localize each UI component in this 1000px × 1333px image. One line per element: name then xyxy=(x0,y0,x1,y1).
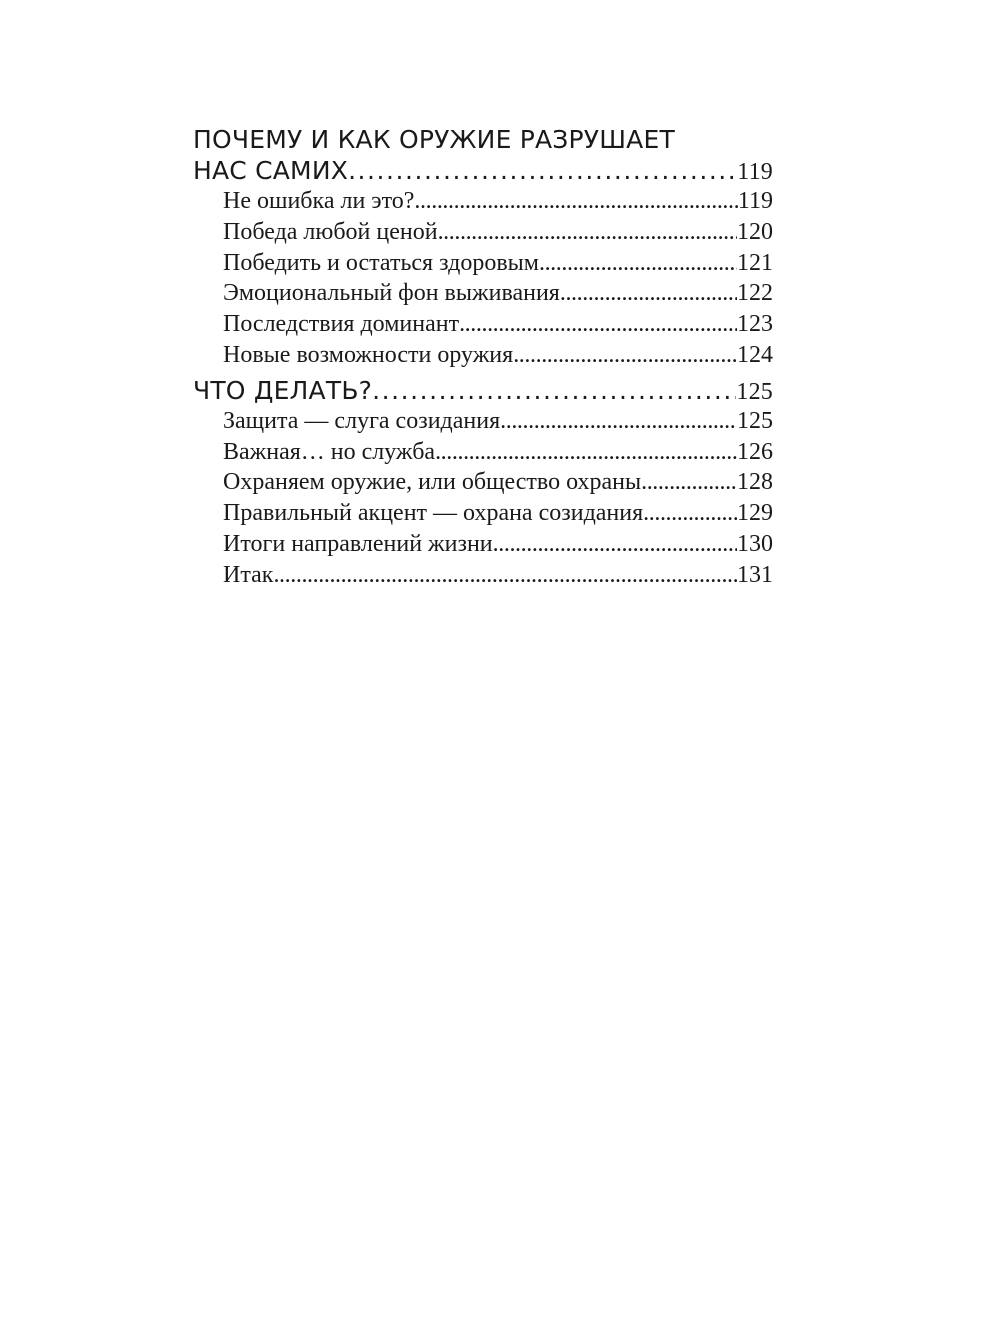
page-number: 119 xyxy=(737,188,773,214)
toc-entry[interactable] xyxy=(193,217,773,248)
chapter-title: ЧТО ДЕЛАТЬ? xyxy=(193,375,373,405)
chapter-title: НАС САМИХ xyxy=(193,156,349,185)
entry-title: Правильный акцент — охрана созидания xyxy=(223,500,644,527)
page-number: 123 xyxy=(737,311,773,338)
page-number: 126 xyxy=(737,438,773,465)
toc-entry[interactable] xyxy=(193,467,773,498)
dot-leader xyxy=(438,217,737,248)
dot-leader xyxy=(273,560,737,591)
page-number: 121 xyxy=(737,249,773,276)
page-number: 128 xyxy=(737,469,773,496)
page-number: 119 xyxy=(737,159,773,185)
entry-title: Защита — слуга созидания xyxy=(223,407,501,434)
entry-title: Охраняем оружие, или общество охраны xyxy=(223,469,642,496)
table-of-contents xyxy=(193,124,773,591)
dot-leader xyxy=(459,309,737,340)
chapter-entry[interactable] xyxy=(193,375,773,406)
page-number: 130 xyxy=(737,530,773,557)
page-number: 120 xyxy=(737,218,773,245)
page-number: 124 xyxy=(737,341,773,368)
dot-leader xyxy=(435,437,737,468)
entry-title: Последствия доминант xyxy=(223,311,460,338)
page-number: 129 xyxy=(737,500,773,527)
toc-chapter-2 xyxy=(193,375,773,406)
page-number: 125 xyxy=(737,407,773,434)
toc-entry[interactable] xyxy=(193,278,773,309)
page-number: 131 xyxy=(737,561,773,588)
dot-leader xyxy=(641,467,737,498)
entry-title: Важная… но служба xyxy=(223,438,436,465)
entry-title: Итак xyxy=(223,561,274,588)
entry-title: Новые возможности оружия xyxy=(223,341,514,368)
toc-entry[interactable] xyxy=(193,248,773,279)
toc-chapter-1 xyxy=(193,124,773,186)
page-number: 122 xyxy=(737,280,773,307)
entry-title: Победить и остаться здоровым xyxy=(223,249,539,276)
toc-entry[interactable] xyxy=(193,406,773,437)
chapter-title-line: ПОЧЕМУ И КАК ОРУЖИЕ РАЗРУШАЕТ xyxy=(193,125,675,154)
dot-leader xyxy=(414,186,737,217)
dot-leader xyxy=(539,248,737,279)
entry-title: Не ошибка ли это? xyxy=(223,188,415,214)
dot-leader xyxy=(513,340,737,371)
dot-leader xyxy=(560,278,737,309)
toc-entry[interactable] xyxy=(193,309,773,340)
entry-title: Победа любой ценой xyxy=(223,218,438,245)
dot-leader xyxy=(372,375,736,406)
dot-leader xyxy=(643,498,737,529)
toc-entry[interactable] xyxy=(193,437,773,468)
entry-title: Эмоциональный фон выживания xyxy=(223,280,560,307)
toc-entry[interactable] xyxy=(193,340,773,371)
toc-entry[interactable] xyxy=(193,529,773,560)
dot-leader xyxy=(500,406,737,437)
entry-title: Итоги направлений жизни xyxy=(223,530,493,557)
dot-leader xyxy=(348,155,737,186)
toc-entry[interactable] xyxy=(193,186,773,217)
page-number: 125 xyxy=(736,378,773,405)
toc-entry[interactable] xyxy=(193,498,773,529)
dot-leader xyxy=(493,529,737,560)
chapter-entry[interactable] xyxy=(193,155,773,186)
toc-entry[interactable] xyxy=(193,560,773,591)
